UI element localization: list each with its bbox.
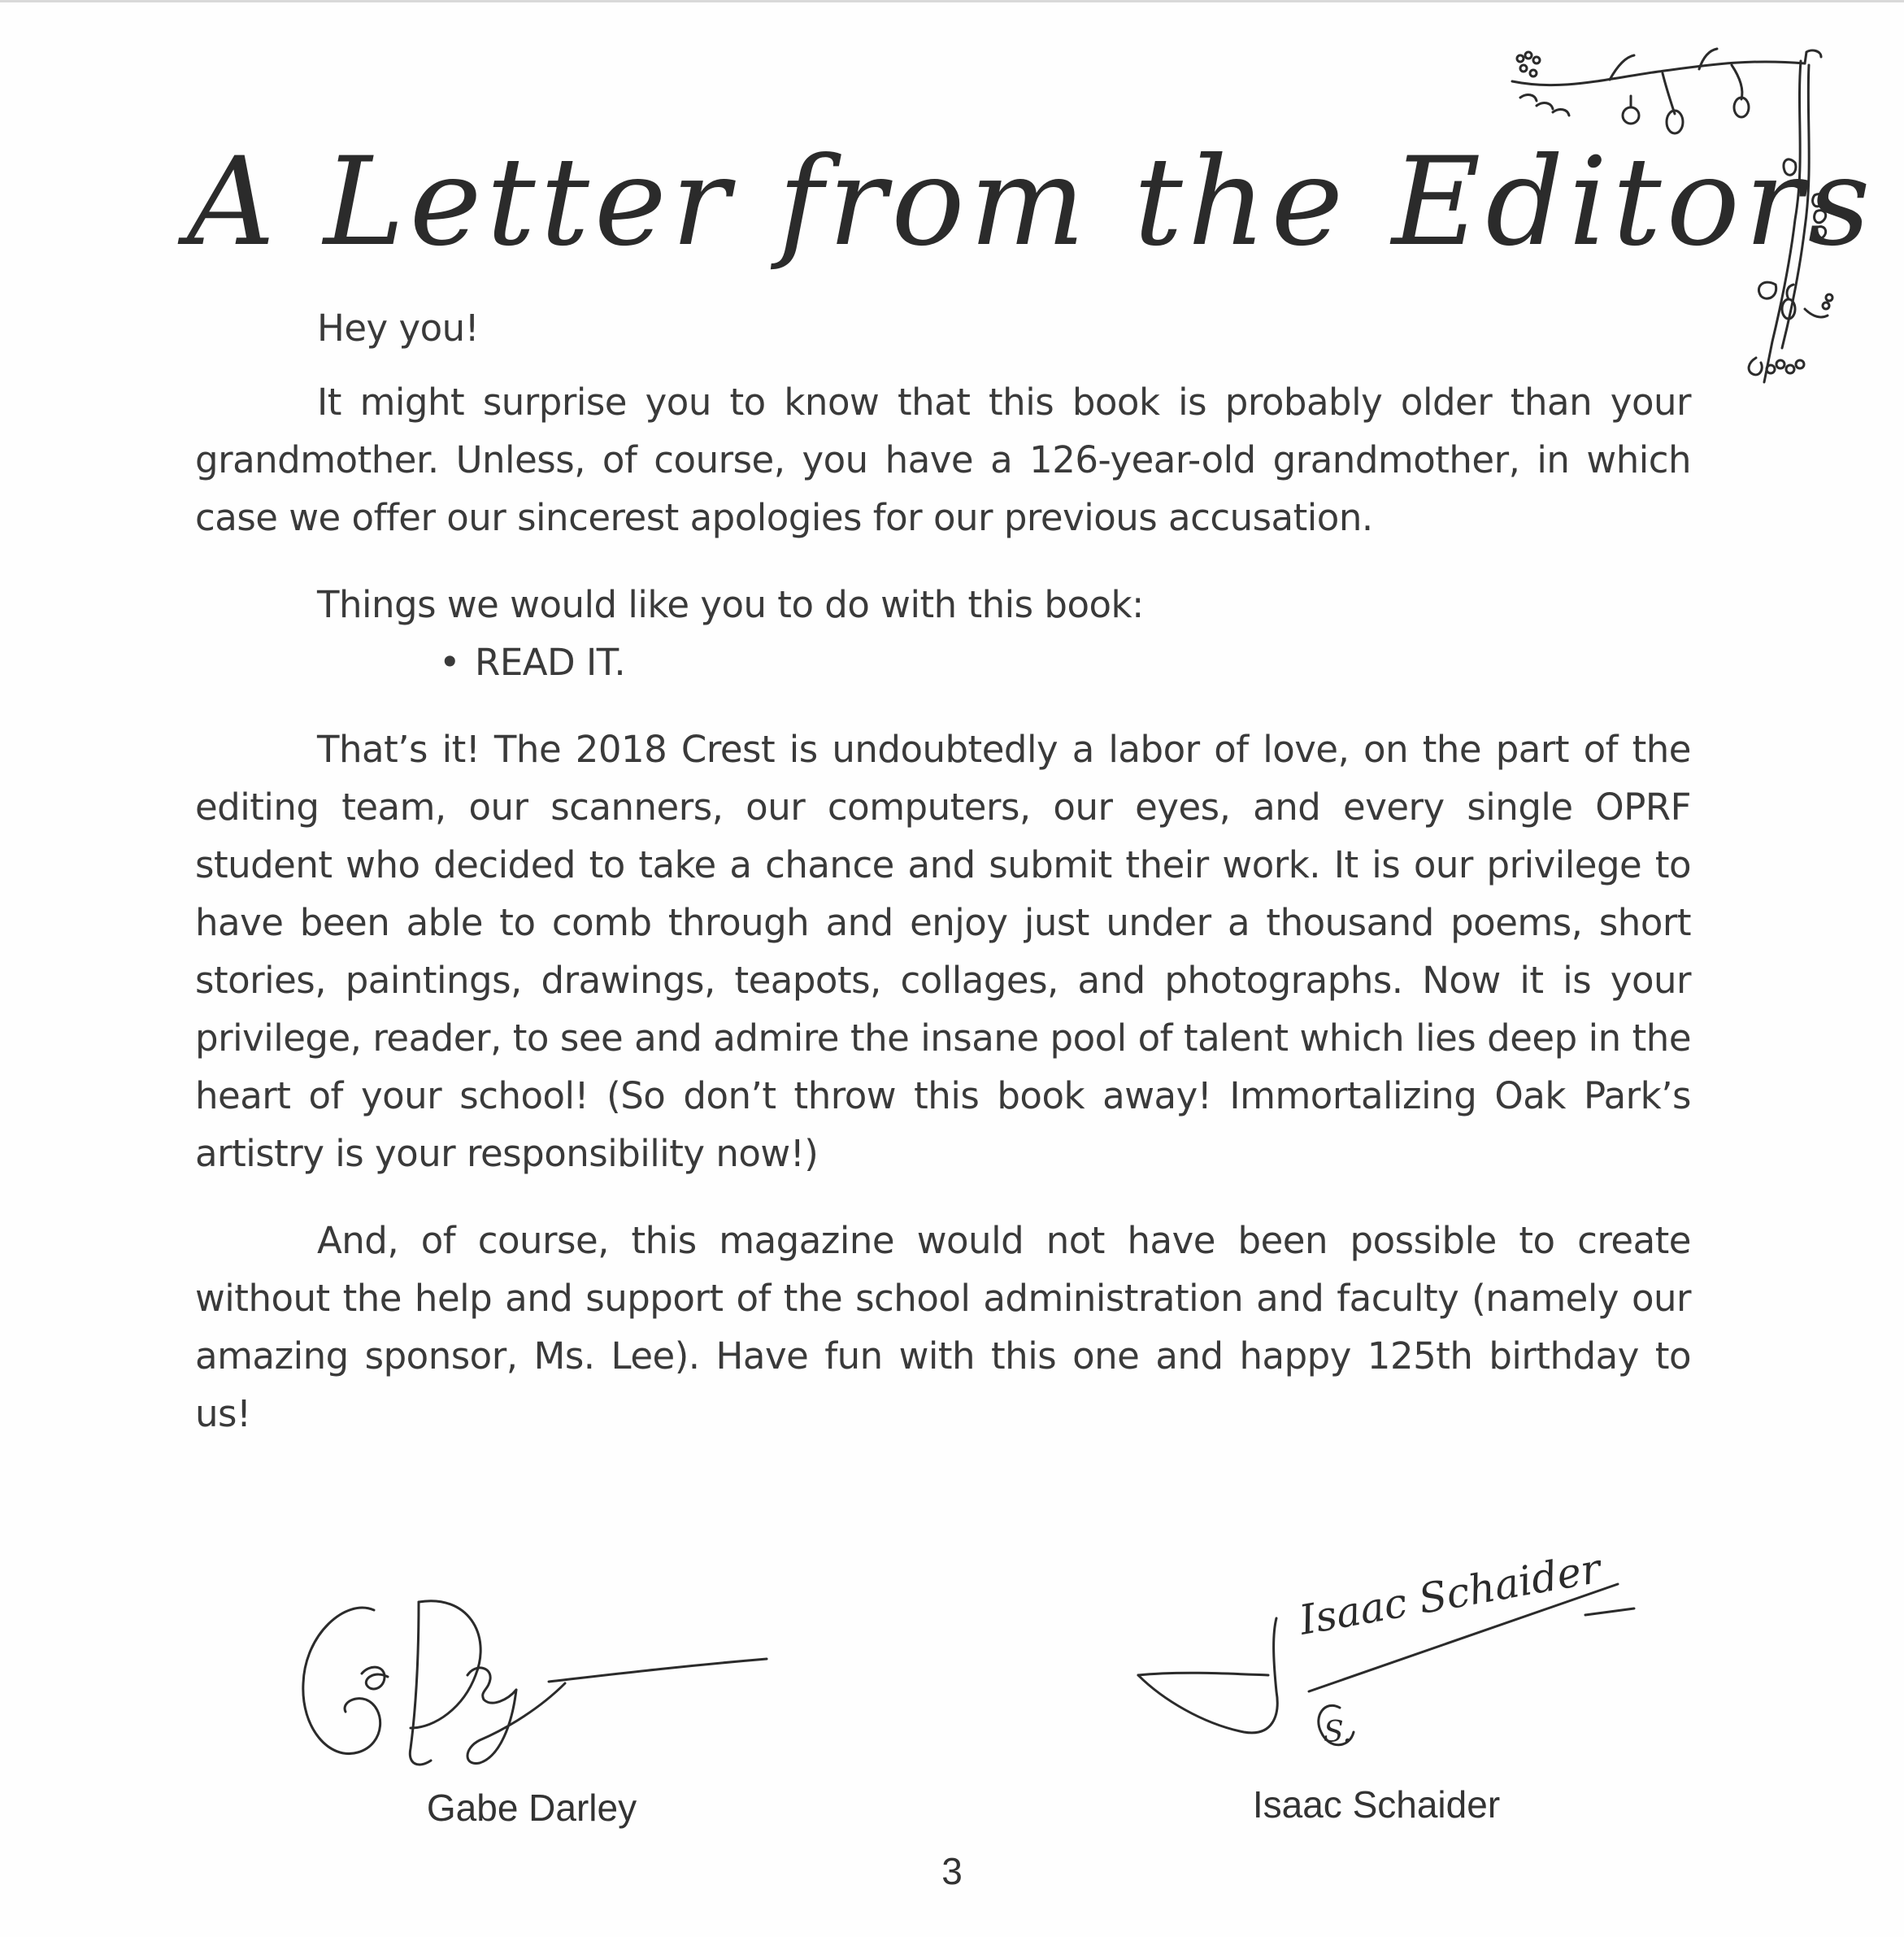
list-item [439,633,1691,691]
page-title-text: A Letter from the Editors [187,132,1876,273]
page-number: 3 [941,1850,963,1892]
top-rule [0,0,1904,2]
signature-isaac-text: Isaac Schaider [1296,1544,1605,1644]
list-item-text: READ IT. [475,641,626,684]
letter-body [195,299,1691,1472]
paragraph-intro: It might surprise you to know that this book is probably older than your grandmother. Unless, of course, you have a 126-year-old grandmother, in which case we offer our sincerest apologies for our previous accusation. [195,381,1691,539]
signature-name-right: Isaac Schaider [1252,1783,1501,1826]
page-title [187,98,1876,309]
signature-name-left: Gabe Darley [426,1787,637,1829]
signature-isaac-initial: S. [1324,1716,1352,1749]
list-intro: Things we would like you to do with this book: [317,583,1144,626]
signature-gabe-darley [297,1586,785,1773]
greeting: Hey you! [317,307,480,350]
signature-isaac-schaider [1130,1544,1634,1765]
todo-list [195,633,1691,691]
paragraph-main: That’s it! The 2018 Crest is undoubtedly a labor of love, on the part of the editing team, our scanners, our computers, our eyes, and every single OPRF student who decided to take a chance and submit their work. It is our privilege to have been able to comb through and enjoy just under a thousand poems, short stories, paintings, drawings, teapots, collages, and photographs. Now it is your privilege, reader, to see and admire the insane pool of talent which lies deep in the heart of your school! (So don’t throw this book away! Immortalizing Oak Park’s artistry is your responsibility now!) [195,728,1691,1175]
paragraph-closing: And, of course, this magazine would not have been possible to create without the help and support of the school administration and faculty (namely our amazing sponsor, Ms. Lee). Have fun with this one and happy 125th birthday to us! [195,1219,1691,1435]
